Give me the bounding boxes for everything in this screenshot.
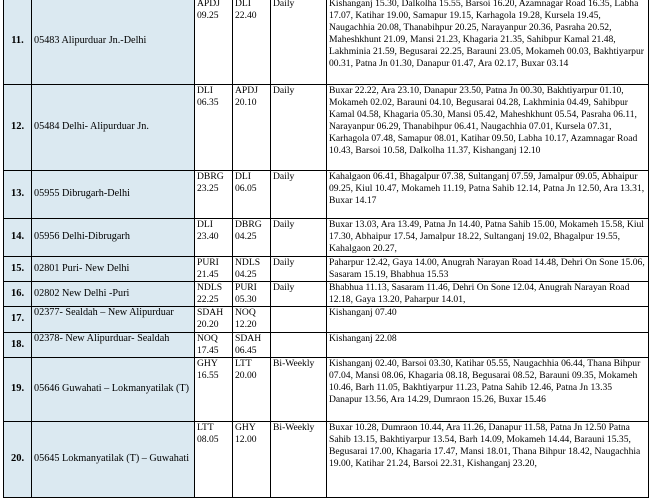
origin-station: APDJ xyxy=(197,0,220,9)
serial-number-cell: 13. xyxy=(4,171,32,219)
table-row xyxy=(4,282,649,307)
destination-station: DLI xyxy=(235,0,251,9)
train-name-cell: 05483 Alipurduar Jn.-Delhi xyxy=(32,0,195,85)
table-row xyxy=(4,357,649,421)
origin-cell xyxy=(195,219,233,257)
origin-time: 21.45 xyxy=(197,269,219,281)
origin-time: 06.35 xyxy=(197,97,219,109)
destination-station: GHY xyxy=(235,421,256,433)
destination-time: 05.30 xyxy=(235,294,257,306)
special-trains-table xyxy=(3,0,649,498)
train-name-cell: 05956 Delhi-Dibrugarh xyxy=(32,219,195,257)
destination-station: NDLS xyxy=(235,257,261,268)
destination-cell xyxy=(233,0,271,85)
destination-time: 06.05 xyxy=(235,183,257,195)
serial-number-cell: 11. xyxy=(4,0,32,85)
serial-number-cell: 14. xyxy=(4,219,32,257)
serial-number-cell: 17. xyxy=(4,307,32,332)
origin-station: DLI xyxy=(197,85,213,96)
frequency-cell: Daily xyxy=(271,282,327,307)
origin-cell xyxy=(195,332,233,357)
origin-station: LTT xyxy=(197,421,214,433)
destination-cell xyxy=(233,307,271,332)
table-row xyxy=(4,257,649,282)
train-name-cell: 02801 Puri- New Delhi xyxy=(32,257,195,282)
train-name-cell: 02802 New Delhi -Puri xyxy=(32,282,195,307)
table-row xyxy=(4,0,649,85)
origin-station: NDLS xyxy=(197,282,223,294)
serial-number-cell: 16. xyxy=(4,282,32,307)
origin-station: PURI xyxy=(197,257,219,268)
frequency-cell xyxy=(271,332,327,357)
stoppages-cell: Kishanganj 15.30, Dalkolha 15.55, Barsoi 16.20, Azamnagar Road 16.35, Labha 17.07, Katihar 19.00, Samapur 19.15, Karhagola 19.28, Kursela 19.45, Naugachhia 20.08, Thanabihpur 20.25, Narayanpur 20.36, Pasraha 20.52, Maheshkhunt 21.09, Mansi 21.23, Khagaria 21.35, Sahibpur Kamal 21.48, Lakhminia 21.59, Begusarai 22.25, Barauni 23.05, Mokameh 00.03, Bakhtiyarpur 00.31, Patna Jn 01.30, Danapur 01.47, Ara 02.17, Buxar 03.14 xyxy=(327,0,649,85)
origin-cell xyxy=(195,171,233,219)
origin-station: GHY xyxy=(197,357,218,369)
serial-number-cell: 19. xyxy=(4,357,32,421)
frequency-cell: Daily xyxy=(271,171,327,219)
serial-number-cell: 18. xyxy=(4,332,32,357)
frequency-cell xyxy=(271,307,327,332)
destination-cell xyxy=(233,421,271,497)
frequency-cell: Daily xyxy=(271,219,327,257)
destination-station: PURI xyxy=(235,282,257,294)
origin-station: DBRG xyxy=(197,171,224,182)
origin-time: 17.45 xyxy=(197,344,219,356)
table-row xyxy=(4,332,649,357)
origin-cell xyxy=(195,307,233,332)
origin-time: 09.25 xyxy=(197,10,219,22)
stoppages-cell: Buxar 10.28, Dumraon 10.44, Ara 11.26, Danapur 11.58, Patna Jn 12.50 Patna Sahib 13.15, Bakhtiyarpur 13.54, Barh 14.09, Mokameh 14.44, Barauni 15.35, Begusarai 17.00, Khagaria 17.47, Mansi 18.01, Thana Bihpur 18.42, Naugachhia 19.00, Katihar 21.24, Barsoi 22.31, Kishanganj 23.20, xyxy=(327,421,649,497)
frequency-cell: Daily xyxy=(271,85,327,171)
destination-time: 22.40 xyxy=(235,10,257,22)
origin-cell xyxy=(195,282,233,307)
destination-cell xyxy=(233,357,271,421)
frequency-cell: Daily xyxy=(271,0,327,85)
origin-cell xyxy=(195,421,233,497)
train-name-cell: 05484 Delhi- Alipurduar Jn. xyxy=(32,85,195,171)
origin-cell xyxy=(195,0,233,85)
origin-time: 23.40 xyxy=(197,231,219,243)
origin-station: NOQ xyxy=(197,332,218,344)
train-name-cell: 05645 Lokmanyatilak (T) – Guwahati xyxy=(32,421,195,497)
destination-cell xyxy=(233,85,271,171)
stoppages-cell: Buxar 13.03, Ara 13.49, Patna Jn 14.40, Patna Sahib 15.00, Mokameh 15.58, Kiul 17.30, Abhaipur 17.54, Jamalpur 18.22, Sultanganj 19.02, Bhagalpur 19.55, Kahalgaon 20.27, xyxy=(327,219,649,257)
origin-time: 23.25 xyxy=(197,183,219,195)
destination-station: LTT xyxy=(235,357,252,369)
destination-cell xyxy=(233,257,271,282)
stoppages-cell: Kahalgaon 06.41, Bhagalpur 07.38, Sultanganj 07.59, Jamalpur 09.05, Abhaipur 09.25, Kiul 10.47, Mokameh 11.19, Patna Sahib 12.14, Patna Jn 12.50, Ara 13.31, Buxar 14.17 xyxy=(327,171,649,219)
serial-number-cell: 12. xyxy=(4,85,32,171)
destination-time: 06.45 xyxy=(235,344,257,356)
origin-time: 16.55 xyxy=(197,369,219,381)
table-row xyxy=(4,307,649,332)
origin-time: 22.25 xyxy=(197,294,219,306)
train-name-cell: 05646 Guwahati – Lokmanyatilak (T) xyxy=(32,357,195,421)
frequency-cell: Bi-Weekly xyxy=(271,357,327,421)
destination-station: NOQ xyxy=(235,307,256,319)
table-row xyxy=(4,219,649,257)
destination-station: APDJ xyxy=(235,85,258,96)
train-name-cell: 02377- Sealdah – New Alipurduar xyxy=(32,307,195,332)
destination-cell xyxy=(233,171,271,219)
origin-cell xyxy=(195,357,233,421)
table-body xyxy=(4,0,649,497)
train-name-cell: 05955 Dibrugarh-Delhi xyxy=(32,171,195,219)
origin-time: 20.20 xyxy=(197,319,219,331)
stoppages-cell: Kishanganj 02.40, Barsoi 03.30, Katihar 05.55, Naugachhia 06.44, Thana Bihpur 07.04, Mansi 08.06, Khagaria 08.18, Begusarai 08.52, Barauni 09.35, Mokameh 10.46, Barh 11.05, Bakhtiyarpur 11.23, Patna Sahib 12.46, Patna Jn 13.35 Danapur 13.56, Ara 14.29, Dumraon 15.26, Buxar 15.46 xyxy=(327,357,649,421)
stoppages-cell: Kishanganj 07.40 xyxy=(327,307,649,332)
serial-number-cell: 15. xyxy=(4,257,32,282)
destination-station: DLI xyxy=(235,171,251,182)
destination-cell xyxy=(233,282,271,307)
destination-cell xyxy=(233,219,271,257)
destination-time: 20.00 xyxy=(235,369,257,381)
destination-time: 20.10 xyxy=(235,97,257,109)
origin-station: DLI xyxy=(197,219,213,230)
origin-cell xyxy=(195,85,233,171)
frequency-cell: Daily xyxy=(271,257,327,282)
train-name-cell: 02378- New Alipurduar- Sealdah xyxy=(32,332,195,357)
destination-cell xyxy=(233,332,271,357)
serial-number-cell: 20. xyxy=(4,421,32,497)
stoppages-cell: Kishanganj 22.08 xyxy=(327,332,649,357)
frequency-cell: Bi-Weekly xyxy=(271,421,327,497)
stoppages-cell: Paharpur 12.42, Gaya 14.00, Anugrah Narayan Road 14.48, Dehri On Sone 15.06, Sasaram 15.19, Bhabhua 15.53 xyxy=(327,257,649,282)
destination-time: 04.25 xyxy=(235,231,257,243)
origin-station: SDAH xyxy=(197,307,224,319)
destination-station: SDAH xyxy=(235,332,262,344)
origin-cell xyxy=(195,257,233,282)
destination-time: 12.20 xyxy=(235,319,257,331)
destination-time: 12.00 xyxy=(235,433,257,445)
table-row xyxy=(4,85,649,171)
destination-time: 04.25 xyxy=(235,269,257,281)
stoppages-cell: Bhabhua 11.13, Sasaram 11.46, Dehri On Sone 12.04, Anugrah Narayan Road 12.18, Gaya 13.20, Paharpur 14.01, xyxy=(327,282,649,307)
table-row xyxy=(4,421,649,497)
destination-station: DBRG xyxy=(235,219,262,230)
stoppages-cell: Buxar 22.22, Ara 23.10, Danapur 23.50, Patna Jn 00.30, Bakhtiyarpur 01.10, Mokameh 02.02, Barauni 04.10, Begusarai 04.28, Lakhminia 04.49, Sahibpur Kamal 04.58, Khagaria 05.30, Mansi 05.42, Maheshkhunt 05.54, Pasraha 06.11, Narayanpur 06.29, Thanabihpur 06.41, Naugachhia 07.01, Kursela 07.31, Karhagola 07.48, Samapur 08.01, Katihar 09.50, Labha 10.17, Azamnagar Road 10.43, Barsoi 10.58, Dalkolha 11.37, Kishanganj 12.10 xyxy=(327,85,649,171)
table-row xyxy=(4,171,649,219)
origin-time: 08.05 xyxy=(197,433,219,445)
